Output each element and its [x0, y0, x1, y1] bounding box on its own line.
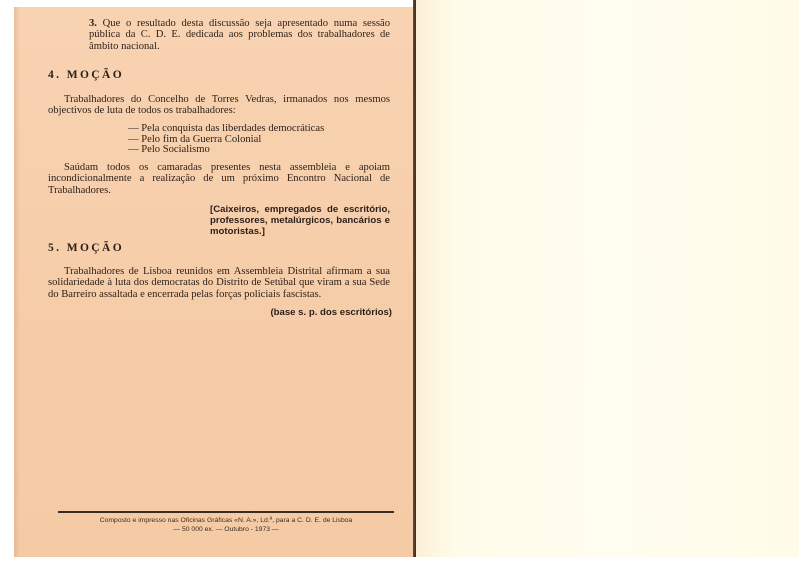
colophon — [58, 516, 394, 534]
mocao-5-text: Trabalhadores de Lisboa reunidos em Assembleia Distrital afirmam a sua solidariedade à luta dos democratas do Distrito de Setúbal que viram a sua Sede do Barreiro assaltada e encerrada pelas forças policiais fascistas. — [48, 266, 390, 300]
mocao-4-intro: Trabalhadores do Concelho de Torres Vedras, irmanados nos mesmos objectivos de luta de todos os trabalhadores: — [48, 94, 390, 117]
mocao-4-heading: 4. MOÇÃO — [48, 69, 125, 81]
colophon-divider — [58, 511, 394, 513]
colophon-line-2: — 50 000 ex. — Outubro - 1973 — — [173, 526, 279, 533]
colophon-line-1: Composto e impresso nas Oficinas Gráficas «N. A.», Ld.ª, para a C. D. E. de Lisboa — [99, 517, 353, 524]
list-item: — Pela conquista das liberdades democráticas — [128, 123, 325, 134]
list-item: — Pelo fim da Guerra Colonial — [128, 133, 262, 145]
item-3-text: Que o resultado desta discussão seja apresentado numa sessão pública da C. D. E. dedicada aos problemas dos trabalhadores de âmbito nacional. — [89, 18, 390, 52]
mocao-5-heading: 5. MOÇÃO — [48, 242, 125, 254]
item-3-paragraph — [89, 18, 390, 52]
mocao-4-closing: Saúdam todos os camaradas presentes nesta assembleia e apoiam incondicionalmente a realização de um próximo Encontro Nacional de Trabalhadores. — [48, 162, 390, 196]
mocao-5-attribution: (base s. p. dos escritórios) — [270, 307, 392, 318]
mocao-4-list — [128, 124, 324, 156]
mocao-4-attribution: [Caixeiros, empregados de escritório, professores, metalúrgicos, bancários e motoristas.] — [210, 204, 390, 237]
item-3-number: 3. — [89, 18, 97, 29]
list-item: — Pelo Socialismo — [128, 144, 210, 156]
